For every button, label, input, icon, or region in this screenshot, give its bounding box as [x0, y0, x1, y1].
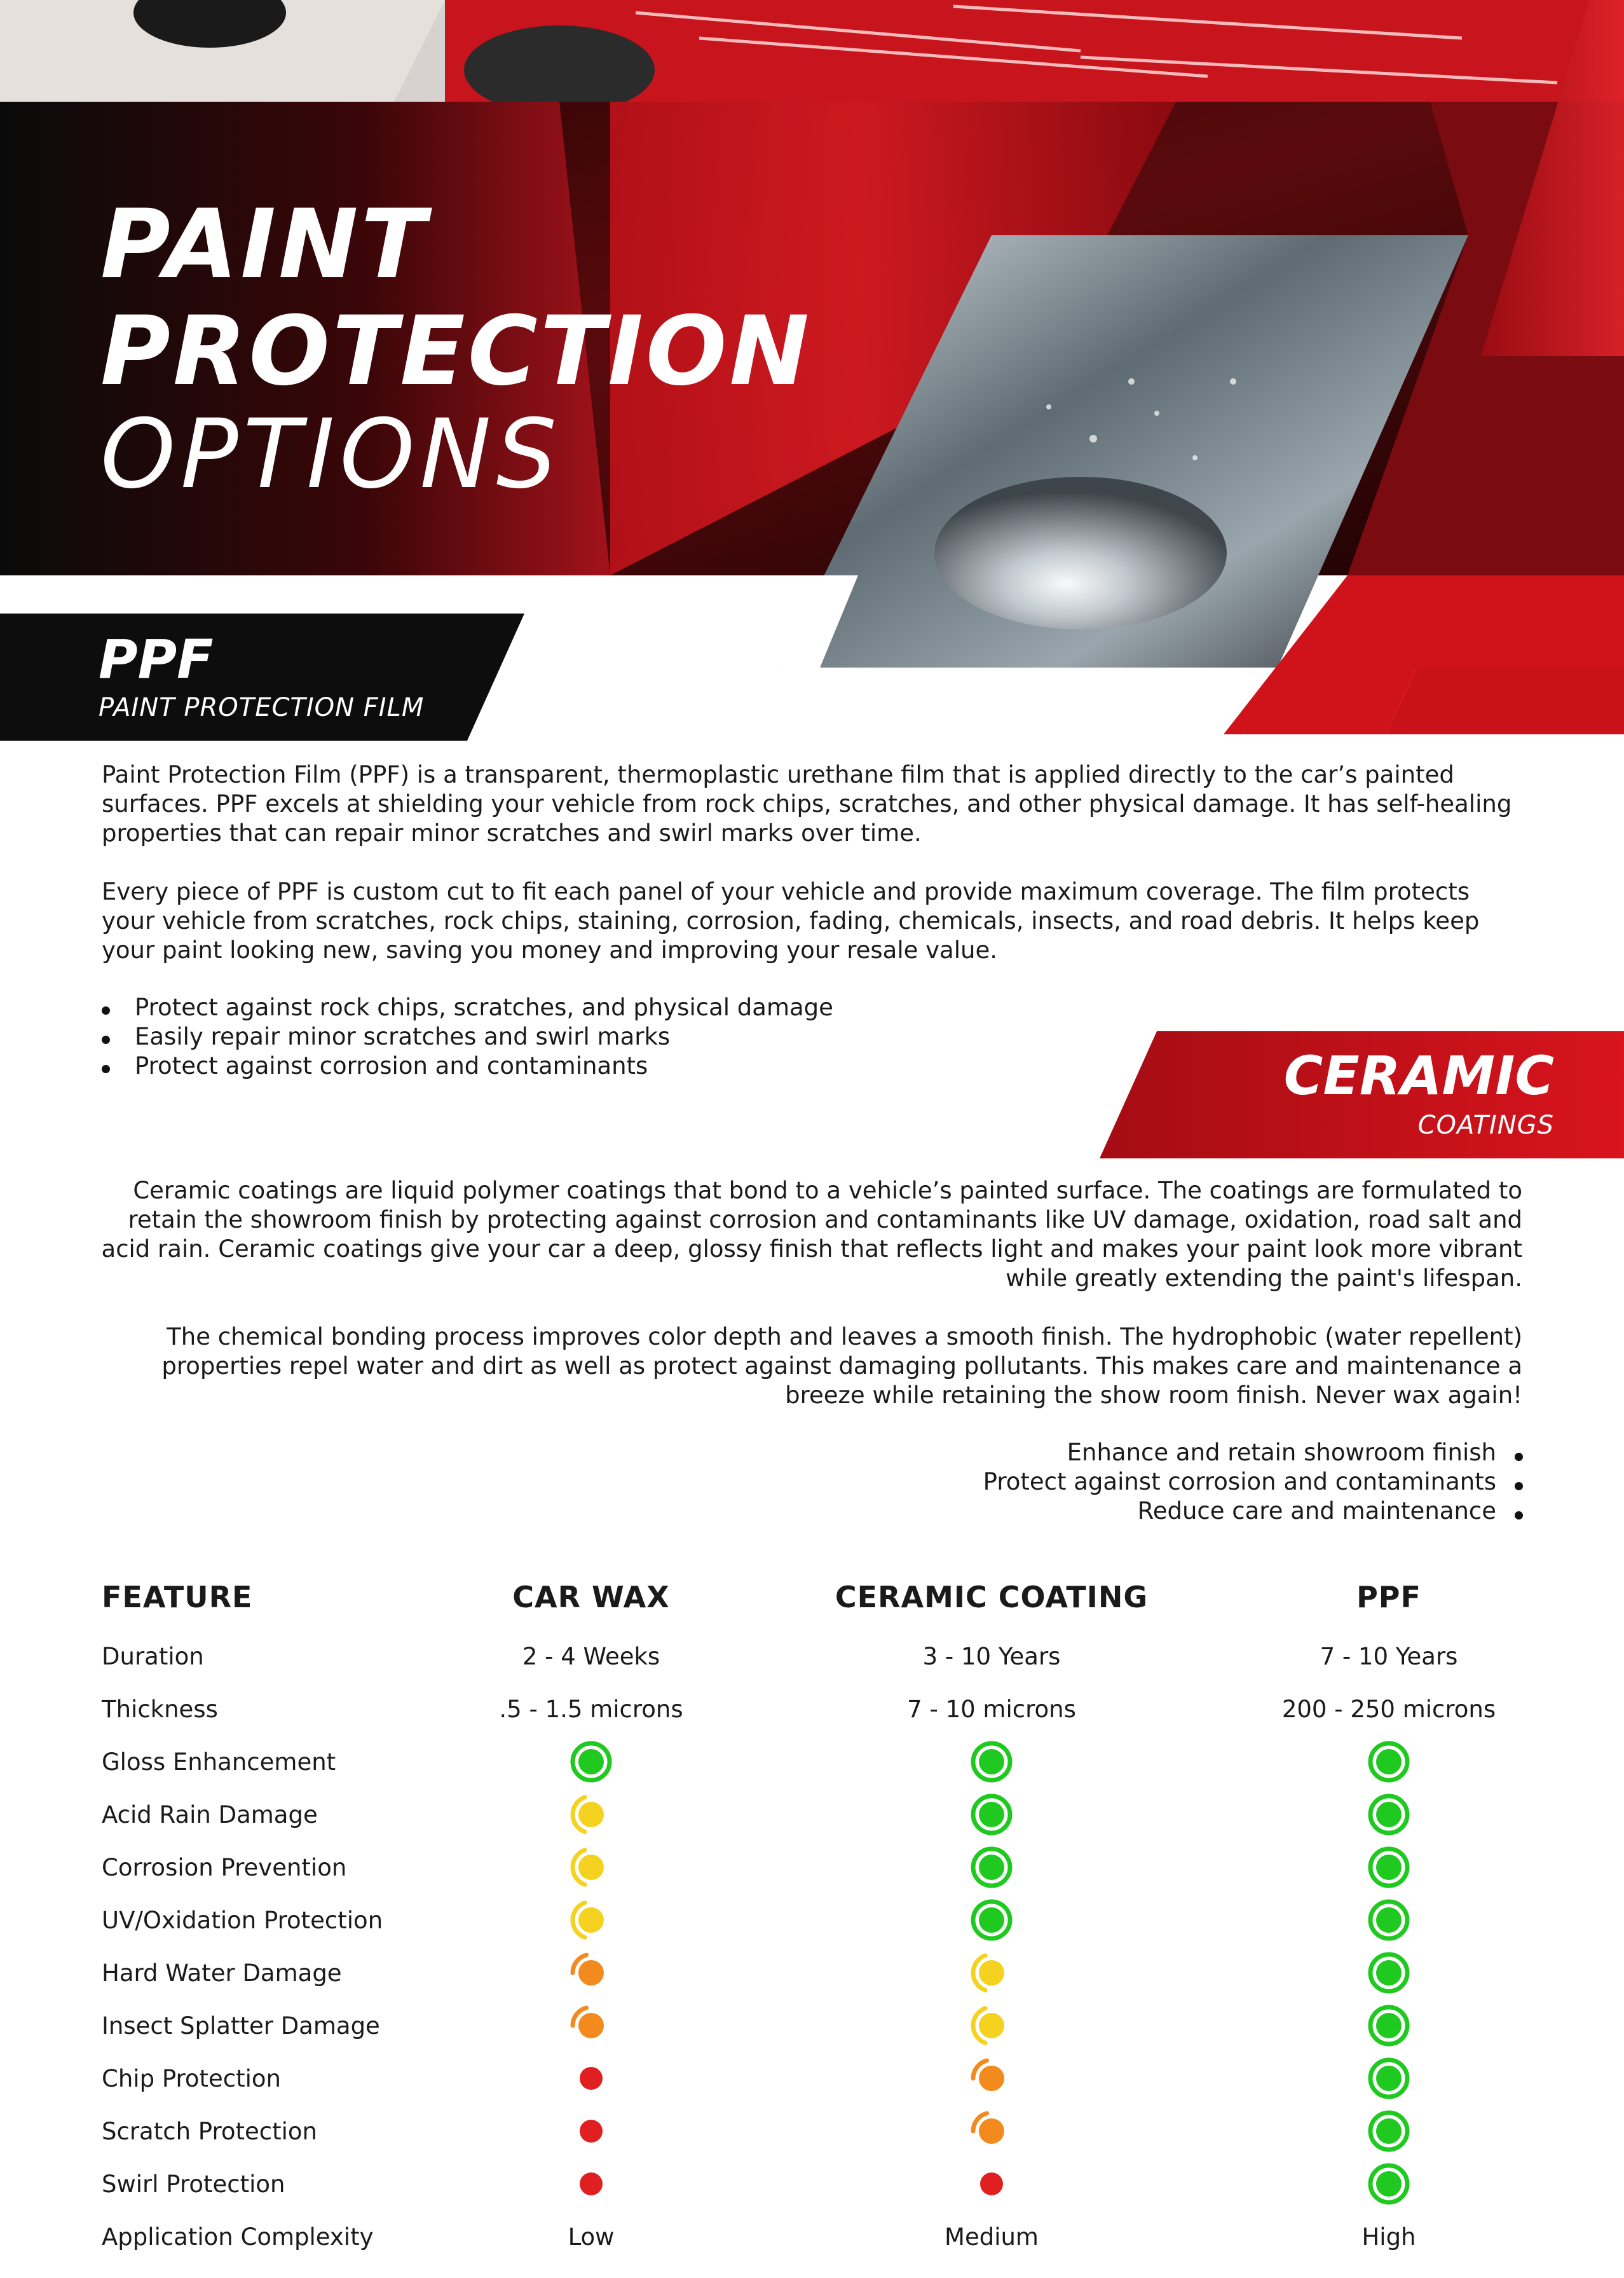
ceramic-value: 7 - 10 microns — [907, 1695, 1076, 1723]
rating-icon — [969, 2161, 1014, 2207]
feature-name: UV/Oxidation Protection — [102, 1906, 383, 1934]
rating-dot — [979, 2066, 1004, 2091]
rating-cell — [464, 1788, 718, 1841]
feature-name: Insect Splatter Damage — [102, 2012, 380, 2040]
rating-icon — [568, 1792, 614, 1837]
ppf-value: 200 - 250 microns — [1281, 1695, 1496, 1723]
table-row — [0, 2210, 1624, 2263]
table-row — [0, 1735, 1624, 1788]
rating-dot — [580, 2120, 603, 2143]
table-row — [0, 1999, 1624, 2052]
rating-cell — [826, 1841, 1157, 1894]
ppf-title: PPF — [99, 628, 214, 690]
rating-icon — [969, 1792, 1014, 1837]
rating-cell — [826, 2104, 1157, 2158]
rating-dot — [979, 1960, 1004, 1986]
column-header-ceramic-coating: CERAMIC COATING — [835, 1580, 1149, 1614]
table-row — [0, 2104, 1624, 2158]
rating-icon — [1366, 1897, 1412, 1943]
car-wax-value: Low — [568, 2223, 615, 2251]
table-row — [0, 2052, 1624, 2105]
ppf-subtitle: PAINT PROTECTION FILM — [99, 693, 425, 722]
rating-icon — [1366, 2161, 1412, 2207]
rating-cell — [826, 1946, 1157, 2000]
rating-dot — [578, 1802, 604, 1827]
rating-cell — [826, 1999, 1157, 2052]
feature-name: Chip Protection — [102, 2064, 281, 2092]
rating-icon — [568, 1739, 614, 1785]
ceramic-subtitle: COATINGS — [1417, 1111, 1554, 1140]
rating-dot — [979, 1802, 1004, 1827]
list-item: Protect against rock chips, scratches, and physical damage — [100, 993, 1054, 1022]
rating-cell — [464, 2052, 718, 2105]
ppf-value: 7 - 10 Years — [1320, 1642, 1458, 1670]
table-row — [0, 1788, 1624, 1841]
ceramic-value: 3 - 10 Years — [922, 1642, 1061, 1670]
hero-title-line-2: PROTECTION — [100, 296, 812, 407]
rating-icon — [1366, 2003, 1412, 2048]
ceramic-section-banner — [1096, 1031, 1624, 1158]
column-header-ppf: PPF — [1356, 1580, 1421, 1614]
rating-dot — [979, 1749, 1004, 1774]
rating-dot — [578, 1960, 604, 1986]
ceramic-paragraph-2: The chemical bonding process improves color depth and leaves a smooth finish. The hydrophobic (water repellent) properties repel water and dirt as well as protect against damaging pollutants. This makes care and maintenance a breeze while retaining the show room finish. Never wax again! — [161, 1323, 1522, 1409]
rating-dot — [580, 2172, 603, 2195]
ceramic-benefits-list — [699, 1438, 1525, 1526]
rating-icon — [568, 1844, 614, 1890]
rating-dot — [1376, 2066, 1402, 2091]
rating-cell — [826, 1735, 1157, 1788]
feature-name: Hard Water Damage — [102, 1959, 342, 1987]
rating-icon — [969, 1897, 1014, 1943]
rating-cell — [826, 1893, 1157, 1947]
rating-dot — [578, 1907, 604, 1933]
rating-icon — [1366, 1950, 1412, 1996]
ppf-value: High — [1361, 2223, 1416, 2251]
rating-dot — [580, 2067, 603, 2090]
feature-name: Duration — [102, 1642, 204, 1670]
rating-dot — [1376, 1855, 1402, 1880]
rating-dot — [1376, 1960, 1402, 1986]
rating-cell — [464, 1946, 718, 2000]
rating-cell — [464, 1735, 718, 1788]
rating-dot — [979, 2013, 1004, 2038]
rating-icon — [969, 2055, 1014, 2101]
rating-icon — [568, 2055, 614, 2101]
feature-name: Thickness — [102, 1695, 218, 1723]
rating-cell — [826, 2052, 1157, 2105]
table-row — [0, 1946, 1624, 2000]
rating-cell — [1262, 2052, 1516, 2105]
rating-icon — [568, 2003, 614, 2048]
feature-name: Corrosion Prevention — [102, 1853, 347, 1881]
rating-dot — [578, 1749, 604, 1774]
rating-cell — [1262, 1999, 1516, 2052]
feature-name: Gloss Enhancement — [102, 1748, 336, 1776]
ceramic-title: CERAMIC — [1283, 1045, 1554, 1107]
rating-dot — [979, 2118, 1004, 2144]
column-header-feature: FEATURE — [102, 1580, 253, 1614]
rating-dot — [1376, 1749, 1402, 1774]
table-header-row — [0, 1570, 1624, 1624]
rating-icon — [969, 1950, 1014, 1996]
rating-cell — [826, 1788, 1157, 1841]
feature-name: Swirl Protection — [102, 2170, 285, 2198]
rating-cell — [1262, 1946, 1516, 2000]
rating-dot — [1376, 1802, 1402, 1827]
ppf-benefits-list — [100, 993, 1054, 1081]
rating-icon — [1366, 1792, 1412, 1837]
rating-icon — [568, 2161, 614, 2207]
ppf-paragraph-2: Every piece of PPF is custom cut to fit each panel of your vehicle and provide maximum coverage. The film protects your vehicle from scratches, rock chips, staining, corrosion, fading, chemicals, insects, and road debris. It helps keep your paint looking new, saving you money and improving your resale value. — [102, 878, 1480, 964]
ppf-section-banner — [0, 614, 528, 741]
rating-cell — [1262, 1788, 1516, 1841]
rating-icon — [1366, 2108, 1412, 2154]
table-row — [0, 2157, 1624, 2211]
rating-dot — [1376, 2013, 1402, 2038]
rating-icon — [568, 1950, 614, 1996]
hero-title-line-3: OPTIONS — [100, 399, 562, 510]
feature-name: Scratch Protection — [102, 2117, 317, 2145]
rating-dot — [578, 1855, 604, 1880]
rating-cell — [826, 2157, 1157, 2211]
ppf-paragraph-1: Paint Protection Film (PPF) is a transparent, thermoplastic urethane film that is applied directly to the car’s painted surfaces. PPF excels at shielding your vehicle from rock chips, scratches, and other physical damage. It has self-healing properties that can repair minor scratches and swirl marks over time. — [102, 761, 1512, 847]
rating-cell — [464, 1999, 718, 2052]
list-item: Reduce care and maintenance — [699, 1497, 1525, 1526]
rating-cell — [1262, 2104, 1516, 2158]
rating-cell — [464, 2157, 718, 2211]
table-row — [0, 1682, 1624, 1736]
rating-cell — [1262, 2157, 1516, 2211]
rating-cell — [464, 1893, 718, 1947]
rating-dot — [578, 2013, 604, 2038]
rating-icon — [1366, 2055, 1412, 2101]
ceramic-value: Medium — [945, 2223, 1039, 2251]
rating-cell — [464, 2104, 718, 2158]
list-item: Protect against corrosion and contaminants — [100, 1052, 1054, 1081]
rating-dot — [1376, 2171, 1402, 2197]
rating-icon — [568, 2108, 614, 2154]
rating-icon — [969, 2108, 1014, 2154]
rating-cell — [1262, 1735, 1516, 1788]
ceramic-paragraph-1: Ceramic coatings are liquid polymer coatings that bond to a vehicle’s painted surface. The coatings are formulated to retain the showroom finish by protecting against corrosion and contaminants like UV damage, oxidation, road salt and acid rain. Ceramic coatings give your car a deep, glossy finish that reflects light and makes your paint look more vibrant while greatly extending the paint's lifespan. — [101, 1177, 1522, 1292]
column-header-car-wax: CAR WAX — [512, 1580, 670, 1614]
ppf-description — [102, 760, 1525, 965]
list-item: Easily repair minor scratches and swirl marks — [100, 1022, 1054, 1052]
table-row — [0, 1841, 1624, 1894]
rating-dot — [1376, 1907, 1402, 1933]
rating-cell — [1262, 1893, 1516, 1947]
feature-name: Acid Rain Damage — [102, 1801, 318, 1829]
list-item: Enhance and retain showroom finish — [699, 1438, 1525, 1467]
rating-dot — [980, 2172, 1003, 2195]
rating-icon — [969, 2003, 1014, 2048]
rating-dot — [1376, 2118, 1402, 2144]
ceramic-description — [95, 1176, 1522, 1410]
table-row — [0, 1630, 1624, 1683]
rating-icon — [969, 1739, 1014, 1785]
car-wax-value: 2 - 4 Weeks — [522, 1642, 660, 1670]
rating-icon — [568, 1897, 614, 1943]
table-row — [0, 1893, 1624, 1947]
list-item: Protect against corrosion and contaminants — [699, 1467, 1525, 1497]
rating-dot — [979, 1855, 1004, 1880]
hero-title-line-1: PAINT — [100, 189, 428, 300]
car-wax-value: .5 - 1.5 microns — [499, 1695, 683, 1723]
feature-name: Application Complexity — [102, 2223, 374, 2251]
rating-cell — [1262, 1841, 1516, 1894]
rating-icon — [1366, 1739, 1412, 1785]
rating-icon — [1366, 1844, 1412, 1890]
rating-dot — [979, 1907, 1004, 1933]
rating-icon — [969, 1844, 1014, 1890]
rating-cell — [464, 1841, 718, 1894]
